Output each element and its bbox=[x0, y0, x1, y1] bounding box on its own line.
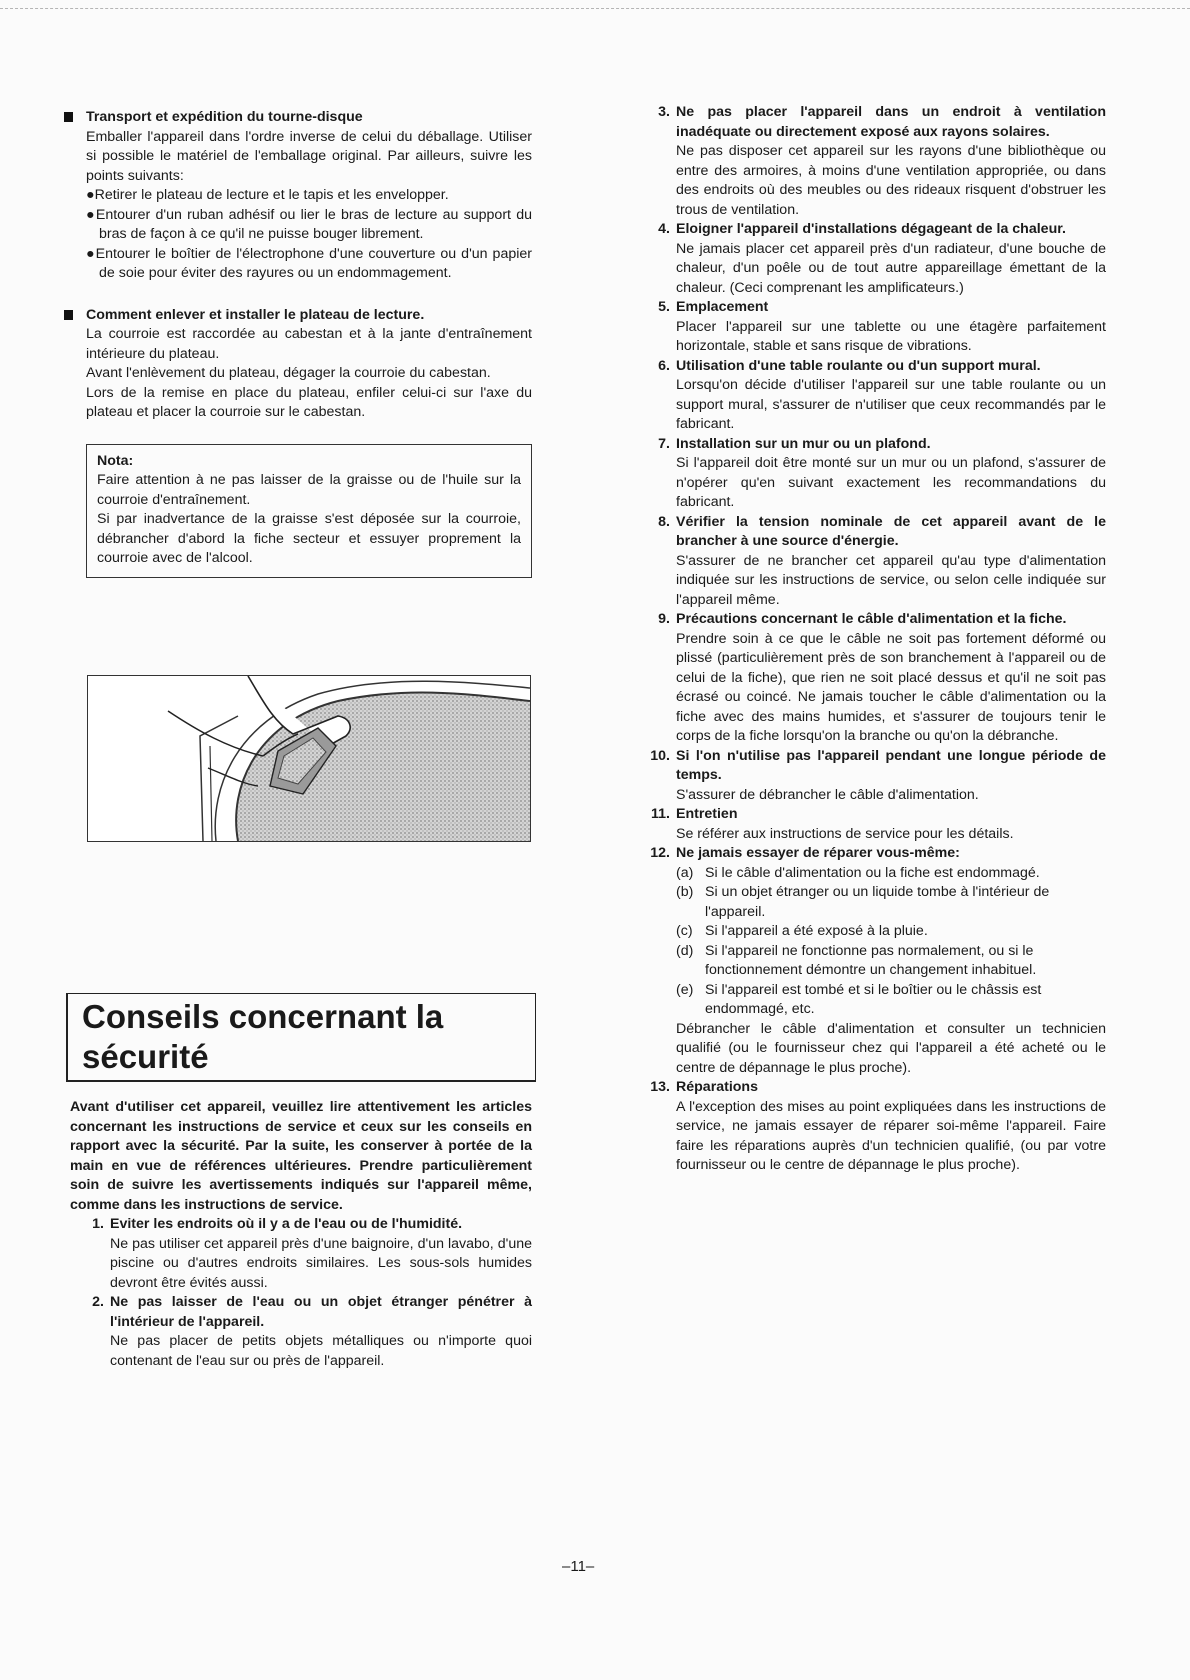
right-column bbox=[640, 103, 1106, 1176]
nota-box bbox=[86, 444, 532, 578]
square-bullet-icon bbox=[64, 310, 73, 320]
nota-paragraph: Faire attention à ne pas laisser de la graisse ou de l'huile sur la courroie d'entraînement. bbox=[97, 472, 521, 508]
safety-item: 2. Ne pas laisser de l'eau ou un objet étranger pénétrer à l'intérieur de l'appareil. Ne pas placer de petits objets métalliques ou n'importe quoi contenant de l'eau sur ou près de l'appareil. bbox=[92, 1294, 532, 1369]
transport-heading: Transport et expédition du tourne-disque bbox=[86, 108, 532, 128]
safety-item: 8. Vérifier la tension nominale de cet appareil avant de le brancher à une source d'énergie. S'assurer de ne brancher cet appareil qu'au type d'alimentation indiquée sur les instructions de service, ou selon celle indiquée sur l'appareil même. bbox=[658, 513, 1106, 608]
safety-item: 1. Eviter les endroits où il y a de l'eau ou de l'humidité. Ne pas utiliser cet appareil près d'une baignoire, d'un lavabo, d'une piscine ou d'autres endroits similaires. Les sous-sols humides devront être évités aussi. bbox=[92, 1216, 532, 1291]
safety-item: 10. Si l'on n'utilise pas l'appareil pendant une longue période de temps. S'assurer de débrancher le câble d'alimentation. bbox=[650, 747, 1106, 803]
transport-bullet: ●Entourer le boîtier de l'électrophone d'une couverture ou d'un papier de soie pour éviter des rayures ou un endommagement. bbox=[86, 245, 532, 281]
repair-subitem: (a) Si le câble d'alimentation ou la fiche est endommagé. bbox=[676, 864, 1040, 881]
transport-bullet: ●Retirer le plateau de lecture et le tapis et les envelopper. bbox=[86, 187, 449, 203]
safety-item: 6. Utilisation d'une table roulante ou d'un support mural. Lorsqu'on décide d'utiliser l'appareil sur une table roulante ou un support mural, s'assurer de n'utiliser que ceux recommandés par le fabricant. bbox=[658, 357, 1106, 432]
safety-item: 7. Installation sur un mur ou un plafond. Si l'appareil doit être monté sur un mur ou un plafond, s'assurer de n'opérer qu'en suivant exactement les recommandations du fabricant. bbox=[658, 435, 1106, 510]
safety-intro-block bbox=[70, 1098, 532, 1371]
transport-bullet: ●Entourer d'un ruban adhésif ou lier le bras de lecture au support du bras de façon à ce qu'il ne puisse bouger librement. bbox=[86, 206, 532, 242]
plateau-paragraph: Avant l'enlèvement du plateau, dégager la courroie du cabestan. bbox=[86, 365, 491, 381]
repair-subitem: (d) Si l'appareil ne fonctionne pas normalement, ou si le fonctionnement démontre un changement inhabituel. bbox=[676, 942, 1037, 978]
transport-body: Emballer l'appareil dans l'ordre inverse de celui du déballage. Utiliser si possible le matériel de l'emballage original. Par ailleurs, suivre les points suivants: bbox=[86, 128, 532, 184]
left-column bbox=[86, 108, 532, 578]
nota-paragraph: Si par inadvertance de la graisse s'est déposée sur la courroie, débrancher d'abord la fiche secteur et essuyer proprement la courroie avec de l'alcool. bbox=[97, 511, 521, 566]
repair-subitem: (b) Si un objet étranger ou un liquide tombe à l'intérieur de l'appareil. bbox=[676, 884, 1050, 920]
safety-item: 11. Entretien Se référer aux instructions de service pour les détails. bbox=[651, 806, 1014, 842]
square-bullet-icon bbox=[64, 112, 73, 122]
safety-item: 9. Précautions concernant le câble d'alimentation et la fiche. Prendre soin à ce que le câble ne soit pas fortement déformé ou plissé (particulièrement près de son branchement à l'appareil ou de celui de la fiche), que rien ne soit placé dessus et qu'il ne soit pas écrasé ou coincé. Ne jamais toucher le câble d'alimentation ou la fiche avec des mains humides, et s'assurer de toujours tenir le corps de la fiche lorsqu'on la branche ou qu'on la débranche. bbox=[658, 611, 1106, 744]
repair-subitem: (c) Si l'appareil a été exposé à la pluie. bbox=[676, 923, 928, 939]
safety-item: 3. Ne pas placer l'appareil dans un endroit à ventilation inadéquate ou directement exposé aux rayons solaires. Ne pas disposer cet appareil sur les rayons d'une bibliothèque ou entre des armoires, à moins d'une ventilation appropriée, ou dans des endroits où des meubles ou des rideaux risquent d'obstruer les trous de ventilation. bbox=[658, 104, 1106, 218]
repair-subitem: (e) Si l'appareil est tombé et si le boîtier ou le châssis est endommagé, etc. bbox=[676, 981, 1042, 1017]
page-number: –11– bbox=[562, 1558, 595, 1575]
safety-item: 5. Emplacement Placer l'appareil sur une tablette ou une étagère parfaitement horizontale, stable et sans risque de vibrations. bbox=[658, 299, 1106, 354]
safety-item: 13. Réparations A l'exception des mises au point expliquées dans les instructions de service, ne jamais essayer de réparer soi-même l'appareil. Faire faire les réparations auprès d'un technicien qualifié, (ou par votre fournisseur ou le centre de dépannage le plus proche). bbox=[650, 1079, 1106, 1173]
safety-intro: Avant d'utiliser cet appareil, veuillez lire attentivement les articles concernant les instructions de service et ceux sur les conseils en rapport avec la sécurité. Par la suite, les conserver à portée de la main en vue de références ultérieures. Prendre particulièrement soin de suivre les avertissements indiqués sur l'appareil même, comme dans les instructions de service. bbox=[70, 1099, 532, 1213]
safety-title-box bbox=[66, 993, 536, 1082]
plateau-paragraph: Lors de la remise en place du plateau, enfiler celui-ci sur l'axe du plateau et placer la courroie sur le cabestan. bbox=[86, 384, 532, 420]
hand-cleaning-belt-drawing bbox=[88, 676, 530, 841]
safety-item: 4. Eloigner l'appareil d'installations dégageant de la chaleur. Ne jamais placer cet appareil près d'un radiateur, d'une bouche de chaleur, d'un poêle ou de tout autre appareillage émettant de la chaleur. (Ceci comprenant les amplificateurs.) bbox=[658, 221, 1106, 296]
plateau-paragraph: La courroie est raccordée au cabestan et à la jante d'entraînement intérieure du plateau. bbox=[86, 326, 532, 362]
nota-title: Nota: bbox=[97, 452, 134, 469]
plateau-heading: Comment enlever et installer le plateau de lecture. bbox=[86, 306, 532, 326]
safety-title: Conseils concernant la sécurité bbox=[82, 998, 444, 1075]
scan-top-line bbox=[0, 8, 1190, 9]
belt-cleaning-illustration bbox=[87, 675, 531, 842]
safety-item: 12. Ne jamais essayer de réparer vous-même: (a) Si le câble d'alimentation ou la fiche est endommagé. (b) Si un objet étranger ou un liquide tombe à l'intérieur de l'appareil. (c) Si l'appareil a été exposé à la pluie. (d) Si l'appareil ne fonctionne pas normalement, ou si le fonctionnement démontre un changement inhabituel. (e) Si l'appareil est tombé et si le boîtier ou le châssis est endommagé, etc. Débrancher le câble d'alimentation et consulter un technicien qualifié (ou le fournisseur chez qui l'appareil a été acheté ou le centre de dépannage le plus proche). bbox=[650, 845, 1106, 1076]
